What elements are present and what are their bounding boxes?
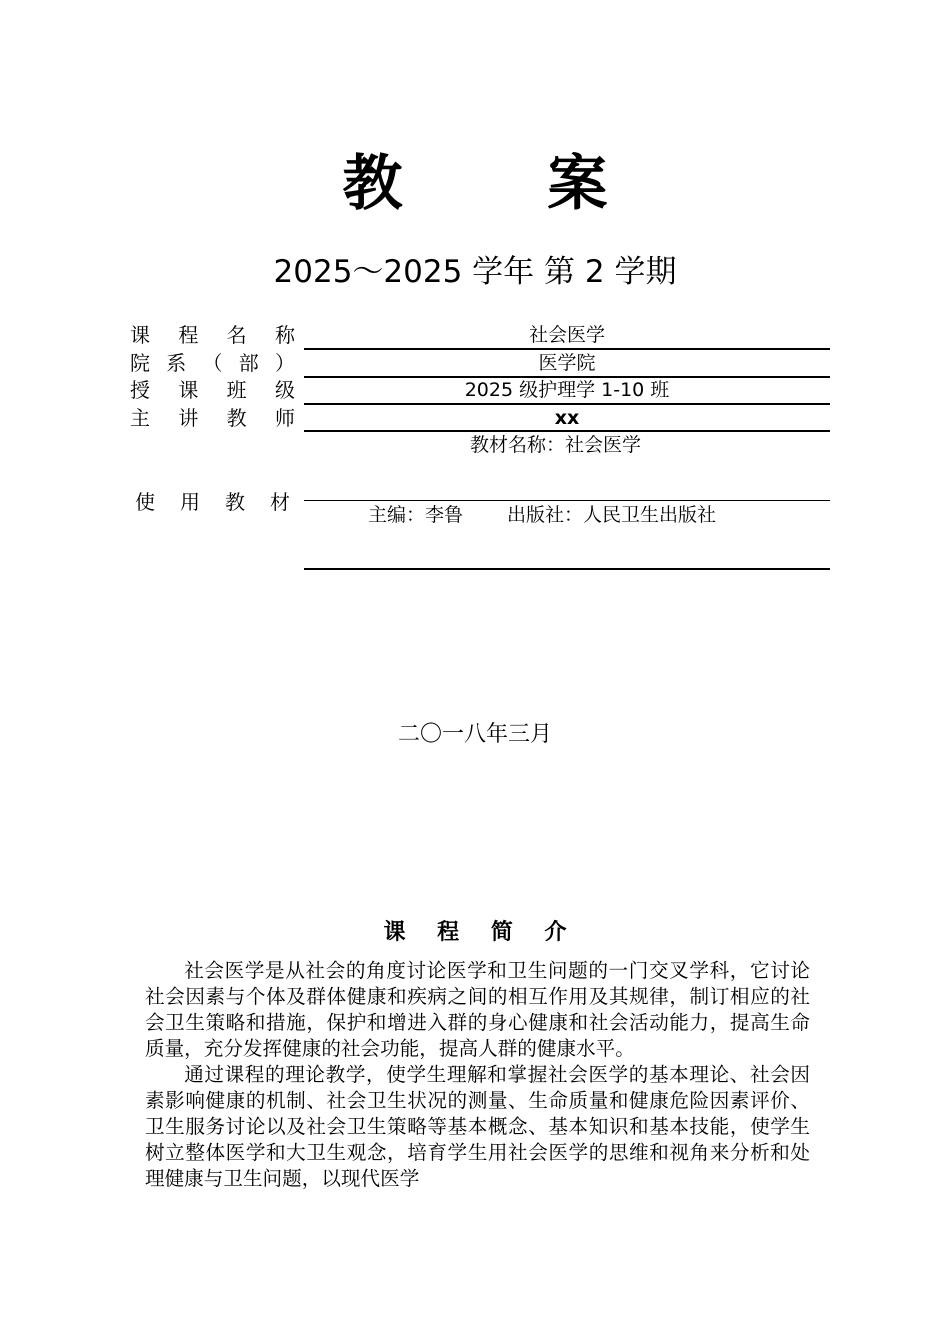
label-char: 主 [130, 406, 150, 430]
classes-value: 2025 级护理学 1-10 班 [464, 379, 670, 401]
textbook-label [135, 490, 290, 514]
course-name-label [130, 323, 295, 347]
label-char: 讲 [178, 406, 199, 430]
label-char: 课 [178, 378, 199, 402]
textbook-underline [304, 500, 830, 501]
label-char: 名 [226, 323, 247, 347]
intro-paragraph: 社会医学是从社会的角度讨论医学和卫生问题的一门交叉学科，它讨论社会因素与个体及群体健康和疾病之间的相互作用及其规律，制订相应的社会卫生策略和措施，保护和增进入群的身心健康和社会活动能力，提高生命质量，充分发挥健康的社会功能，提高人群的健康水平。 [145, 959, 810, 1060]
label-char: 教 [226, 406, 247, 430]
label-char: 级 [274, 378, 295, 402]
department-label [130, 351, 295, 375]
label-char: 课 [130, 323, 150, 347]
textbook-editor-publisher: 主编：李鲁 出版社：人民卫生出版社 [368, 504, 717, 526]
label-char: 称 [274, 323, 295, 347]
course-intro [145, 958, 810, 1192]
label-char: 程 [178, 323, 199, 347]
classes-label [130, 378, 295, 402]
teacher-label [130, 406, 295, 430]
course-name-value: 社会医学 [528, 324, 605, 346]
cover-date: 二〇一八年三月 [397, 722, 552, 747]
label-char: ） [275, 351, 295, 375]
label-char: 院 [130, 351, 150, 375]
classes-underline [304, 403, 830, 405]
label-char: （ [202, 351, 223, 375]
teacher-underline [304, 430, 830, 432]
section-title: 课 程 简 介 [383, 920, 579, 945]
department-value: 医学院 [538, 352, 596, 374]
course-name-underline [304, 348, 830, 350]
label-char: 使 [135, 490, 155, 514]
label-char: 教 [225, 490, 245, 514]
label-char: 用 [180, 490, 200, 514]
page-title: 教 案 [342, 149, 670, 219]
label-char: 授 [130, 378, 150, 402]
textbook-name: 教材名称：社会医学 [470, 434, 642, 456]
label-char: 系 [166, 351, 187, 375]
label-char: 班 [226, 378, 247, 402]
academic-term: 2025～2025 学年 第 2 学期 [273, 254, 677, 290]
label-char: 师 [274, 406, 295, 430]
label-char: 材 [270, 490, 290, 514]
intro-paragraph: 通过课程的理论教学，使学生理解和掌握社会医学的基本理论、社会因素影响健康的机制、社会卫生状况的测量、生命质量和健康危险因素评价、卫生服务讨论以及社会卫生策略等基本概念、基本知识和基本技能，使学生树立整体医学和大卫生观念，培育学生用社会医学的思维和视角来分析和处理健康与卫生问题，以现代医学 [145, 1063, 810, 1190]
textbook-bottom-rule [304, 568, 830, 570]
teacher-value: xx [554, 407, 580, 429]
label-char: 部 [238, 351, 259, 375]
